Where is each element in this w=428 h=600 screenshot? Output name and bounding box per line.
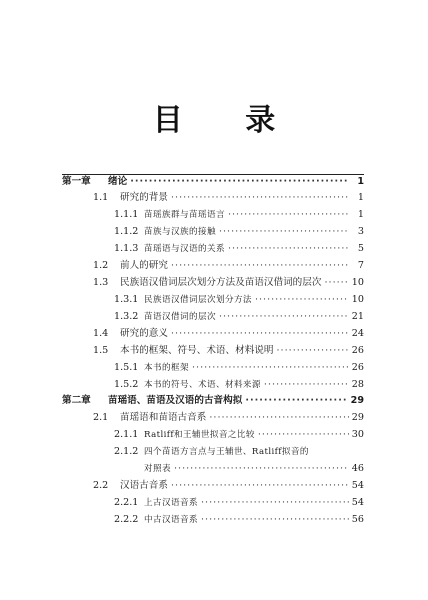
toc-entry-title: 本书的框架: [144, 363, 189, 373]
toc-entry-number: 2.1.2: [114, 446, 139, 457]
toc-leader-dots: [192, 360, 349, 376]
toc-entry-1-4[interactable]: [93, 326, 364, 342]
toc-entry-page: 1: [357, 209, 364, 220]
toc-entry-title: Ratliff和王辅世拟音之比较: [144, 430, 255, 440]
toc-entry-page: 7: [357, 260, 364, 271]
toc-entry-2-1-2-continued[interactable]: [144, 461, 364, 477]
toc-leader-dots: [277, 343, 349, 359]
toc-entry-page: 10: [351, 294, 364, 305]
toc-entry-title: 本书的框架、符号、术语、材料说明: [120, 345, 274, 356]
toc-leader-dots: [174, 461, 349, 477]
toc-entry-1-2[interactable]: [93, 258, 364, 274]
toc-entry-number: 1.3.1: [114, 294, 139, 305]
toc-entry-title: 上古汉语音系: [144, 498, 198, 508]
page-title: 目 录: [152, 103, 302, 138]
toc-entry-title: 研究的背景: [120, 192, 168, 203]
toc-entry-page: 1: [357, 192, 364, 203]
toc-leader-dots: [209, 410, 348, 426]
toc-entry-page: 26: [351, 345, 364, 356]
toc-entry-title: 苗瑶语、苗语及汉语的古音构拟: [108, 395, 243, 406]
toc-leader-dots: [201, 495, 349, 511]
toc-entry-title: 苗瑶语和苗语古音系: [120, 412, 207, 423]
toc-entry-number: 1.4: [93, 328, 109, 339]
toc-leader-dots: [264, 377, 349, 393]
toc-entry-1-1-1[interactable]: [114, 207, 364, 223]
toc-entry-1-1-3[interactable]: [114, 241, 364, 257]
toc-entry-number: 1.5.2: [114, 379, 139, 390]
toc-entry-chapter-2[interactable]: [62, 393, 364, 409]
toc-entry-title: 四个苗语方言点与王辅世、Ratliff拟音的: [144, 447, 309, 457]
toc-leader-dots: [130, 174, 349, 190]
toc-entry-page: 24: [351, 328, 364, 339]
toc-leader-dots: [219, 309, 349, 325]
toc-leader-dots: [324, 275, 348, 291]
toc-entry-page: 26: [351, 362, 364, 373]
toc-leader-dots: [171, 478, 349, 494]
toc-entry-number: 1.1.1: [114, 209, 139, 220]
toc-leader-dots: [201, 512, 349, 528]
toc-entry-title: 苗语汉借词的层次: [144, 312, 216, 322]
toc-entry-1-5-2[interactable]: [114, 377, 364, 393]
toc-entry-1-1[interactable]: [93, 190, 364, 206]
toc-entry-page: 30: [351, 429, 364, 440]
toc-entry-number: 1.3.2: [114, 311, 139, 322]
toc-entry-page: 29: [351, 412, 364, 423]
toc-entry-page: 1: [357, 176, 364, 187]
toc-entry-title: 苗族与汉族的接触: [144, 227, 216, 237]
toc-entry-page: 28: [351, 379, 364, 390]
toc-entry-page: 3: [357, 226, 364, 237]
toc-entry-title: 民族语汉借词层次划分方法及苗语汉借词的层次: [120, 277, 322, 288]
toc-entry-page: 29: [350, 395, 364, 406]
toc-entry-number: 2.2.2: [114, 514, 139, 525]
toc-entry-title: 苗瑶族群与苗瑶语言: [144, 210, 225, 220]
toc-entry-2-2-1[interactable]: [114, 495, 364, 511]
toc-leader-dots: [245, 393, 347, 409]
toc-entry-number: 1.5: [93, 345, 109, 356]
toc-entry-number: 2.2: [93, 480, 109, 491]
toc-leader-dots: [219, 224, 349, 240]
toc-entry-1-5[interactable]: [93, 343, 364, 359]
toc-entry-number: 第一章: [62, 176, 91, 187]
toc-leader-dots: [255, 292, 349, 308]
toc-entry-2-2-2[interactable]: [114, 512, 364, 528]
toc-entry-page: 21: [351, 311, 364, 322]
toc-entry-2-1[interactable]: [93, 410, 364, 426]
toc-entry-number: 1.2: [93, 260, 109, 271]
toc-entry-number: 2.1: [93, 412, 109, 423]
toc-entry-number: 1.5.1: [114, 362, 139, 373]
toc-entry-2-1-1[interactable]: [114, 427, 364, 443]
toc-leader-dots: [171, 258, 349, 274]
toc-entry-number: 1.3: [93, 277, 109, 288]
toc-entry-title: 研究的意义: [120, 328, 168, 339]
toc-entry-number: 1.1.2: [114, 226, 139, 237]
toc-entry-1-1-2[interactable]: [114, 224, 364, 240]
toc-entry-number: 2.2.1: [114, 497, 139, 508]
toc-entry-chapter-1[interactable]: [62, 174, 364, 190]
toc-entry-title: 本书的符号、术语、材料来源: [144, 380, 261, 390]
toc-entry-2-1-2[interactable]: [114, 444, 364, 460]
toc-entry-1-3-1[interactable]: [114, 292, 364, 308]
toc-leader-dots: [228, 241, 349, 257]
toc-entry-title: 汉语古音系: [120, 480, 168, 491]
toc-entry-title: 中古汉语音系: [144, 515, 198, 525]
toc-leader-dots: [258, 427, 349, 443]
toc-entry-title: 绪论: [108, 176, 128, 187]
toc-entry-2-2[interactable]: [93, 478, 364, 494]
toc-entry-title: 民族语汉借词层次划分方法: [144, 295, 252, 305]
toc-entry-page: 54: [351, 497, 364, 508]
toc-entry-number: 2.1.1: [114, 429, 139, 440]
toc-entry-1-3[interactable]: [93, 275, 364, 291]
toc-entry-title: 苗瑶语与汉语的关系: [144, 244, 225, 254]
toc-leader-dots: [228, 207, 349, 223]
toc-entry-number: 1.1: [93, 192, 109, 203]
toc-entry-page: 54: [351, 480, 364, 491]
toc-entry-number: 1.1.3: [114, 243, 139, 254]
toc-entry-page: 56: [351, 514, 364, 525]
toc-entry-1-5-1[interactable]: [114, 360, 364, 376]
toc-leader-dots: [171, 190, 349, 206]
toc-entry-1-3-2[interactable]: [114, 309, 364, 325]
toc-entry-title: 前人的研究: [120, 260, 168, 271]
toc-entry-title: 对照表: [144, 464, 171, 474]
toc-entry-page: 46: [351, 463, 364, 474]
toc-entry-page: 5: [357, 243, 364, 254]
toc-entry-page: 10: [351, 277, 364, 288]
toc-leader-dots: [171, 326, 349, 342]
toc-entry-number: 第二章: [62, 395, 91, 406]
